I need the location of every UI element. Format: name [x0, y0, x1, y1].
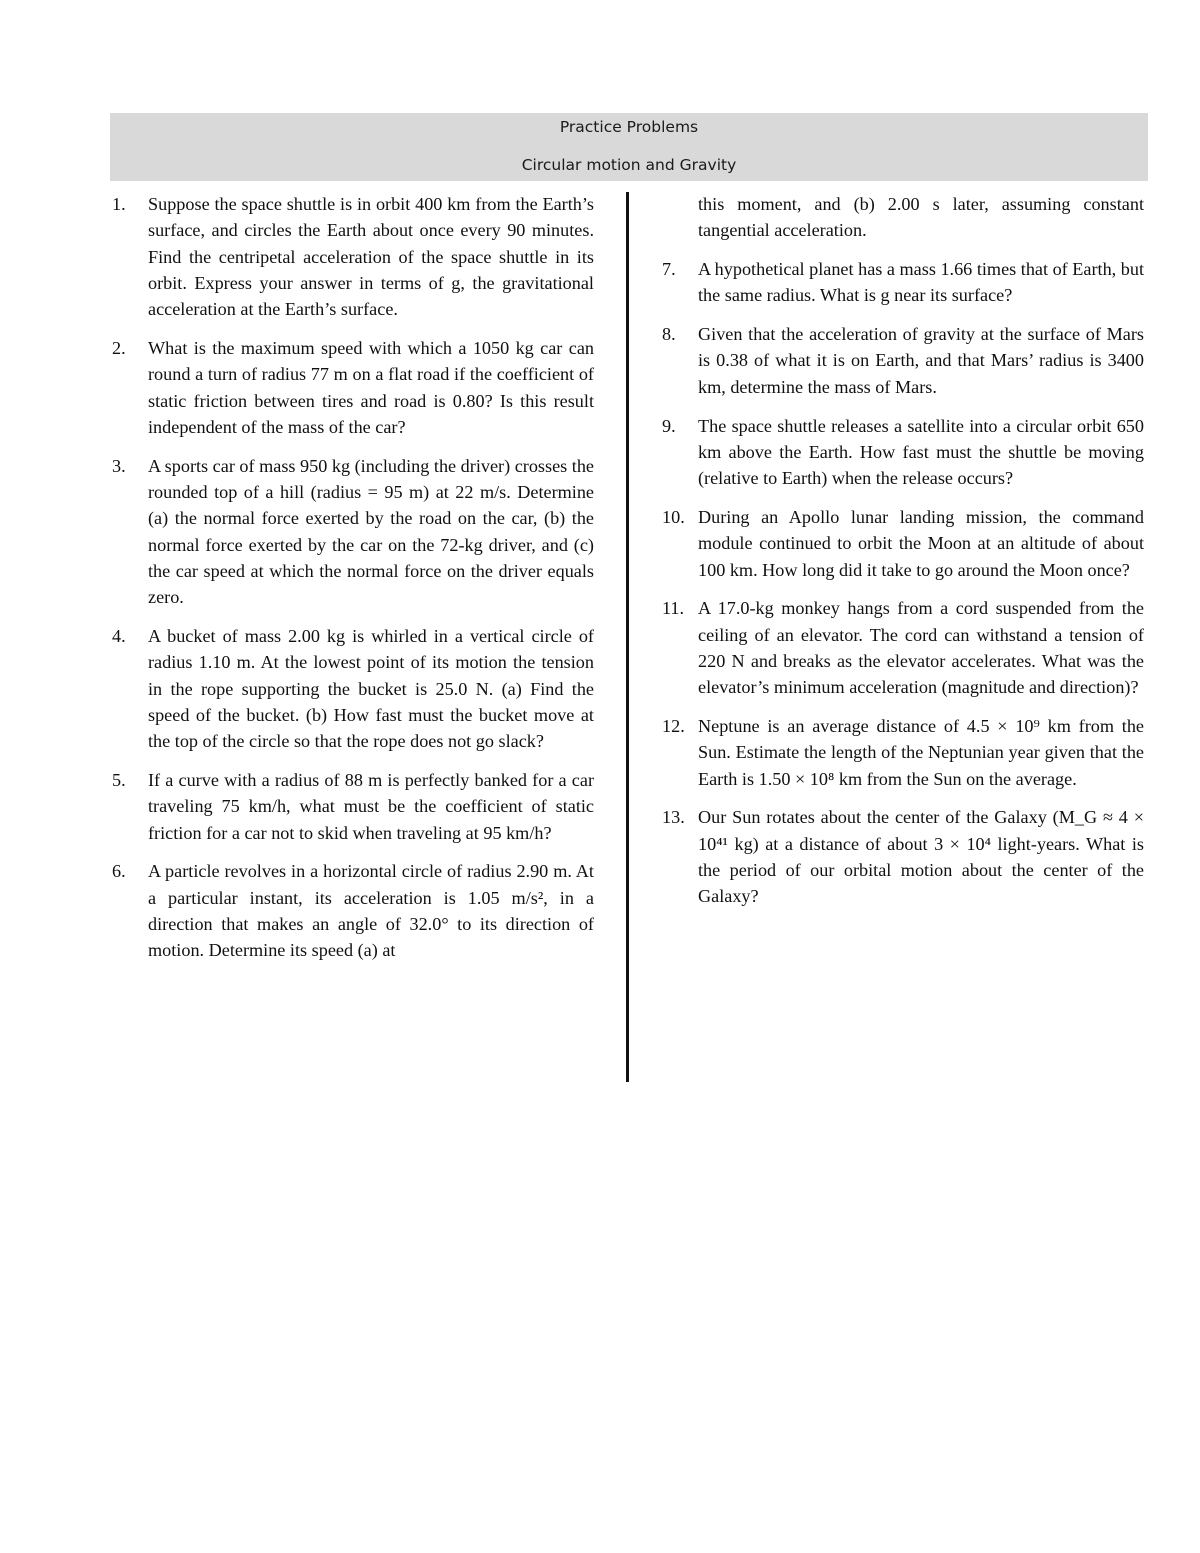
document-header [110, 113, 1148, 181]
problem-number: 1. [112, 194, 126, 214]
problem-number: 11. [662, 598, 685, 619]
problem-number: 6. [112, 861, 126, 882]
problem-text: If a curve with a radius of 88 m is perfectly banked for a car traveling 75 km/h, what must be the coefficient of static friction for a car not to skid when traveling at 95 km/h? [148, 769, 594, 843]
problem-number: 2. [112, 337, 126, 358]
problem-text: Our Sun rotates about the center of the Galaxy (M_G ≈ 4 × 10⁴¹ kg) at a distance of about 3 × 10⁴ light-years. What is the period of our orbital motion about the center of the Galaxy? [698, 807, 1144, 907]
problem-item [662, 504, 1144, 583]
problem-text: The space shuttle releases a satellite into a circular orbit 650 km above the Earth. How fast must the shuttle be moving (relative to Earth) when the release occurs? [698, 415, 1144, 489]
problem-text: Given that the acceleration of gravity at the surface of Mars is 0.38 of what it is on Earth, and that Mars’ radius is 3400 km, determine the mass of Mars. [698, 324, 1144, 397]
problem-item [662, 595, 1144, 700]
problem-item [112, 767, 594, 846]
problem-item [662, 413, 1144, 492]
problem-item [112, 453, 594, 611]
problem-number: 7. [662, 259, 676, 280]
problem-item [662, 804, 1144, 909]
problem-item [662, 321, 1144, 400]
problem-text: A bucket of mass 2.00 kg is whirled in a vertical circle of radius 1.10 m. At the lowest point of its motion the tension in the rope supporting the bucket is 25.0 N. (a) Find the speed of the bucket. (b) How fast must the bucket move at the top of the circle so that the rope does not go slack? [148, 625, 594, 752]
problem-text: this moment, and (b) 2.00 s later, assuming constant tangential acceleration. [698, 194, 1144, 241]
problem-number: 9. [662, 415, 676, 436]
page-title: Practice Problems [559, 118, 699, 136]
problem-number: 3. [112, 455, 126, 476]
problem-item [662, 256, 1144, 309]
problem-number: 10. [662, 506, 685, 527]
problem-number: 5. [112, 769, 126, 790]
left-column [112, 191, 594, 976]
problem-continuation [662, 191, 1144, 244]
problem-text: A sports car of mass 950 kg (including the driver) crosses the rounded top of a hill (radius = 95 m) at 22 m/s. Determine (a) the normal force exerted by the road on the car, (b) the normal force exerted by the car on the 72-kg driver, and (c) the car speed at which the normal force on the driver equals zero. [148, 455, 595, 608]
problem-text: Suppose the space shuttle is in orbit 400 km from the Earth’s surface, and circles the Earth about once every 90 minutes. Find the centripetal acceleration of the space shuttle in its orbit. Express your answer in terms of g, the gravitational acceleration at the Earth’s surface. [148, 194, 594, 320]
right-column [662, 191, 1144, 922]
problem-item [112, 623, 594, 754]
problem-text: Neptune is an average distance of 4.5 × 10⁹ km from the Sun. Estimate the length of the Neptunian year given that the Earth is 1.50 × 10⁸ km from the Sun on the average. [698, 716, 1144, 789]
problem-item [662, 713, 1144, 792]
problem-text: A 17.0-kg monkey hangs from a cord suspended from the ceiling of an elevator. The cord can withstand a tension of 220 N and breaks as the elevator accelerates. What was the elevator’s minimum acceleration (magnitude and direction)? [698, 598, 1144, 698]
problem-text: A particle revolves in a horizontal circle of radius 2.90 m. At a particular instant, its acceleration is 1.05 m/s², in a direction that makes an angle of 32.0° to its direction of motion. Determine its speed (a) at [148, 861, 594, 961]
column-divider [626, 192, 629, 1082]
problem-item [112, 191, 594, 322]
problem-text: During an Apollo lunar landing mission, the command module continued to orbit the Moon at an altitude of about 100 km. How long did it take to go around the Moon once? [698, 506, 1144, 580]
problem-number: 12. [662, 716, 685, 737]
problem-text: A hypothetical planet has a mass 1.66 times that of Earth, but the same radius. What is g near its surface? [698, 259, 1145, 306]
problem-item [112, 335, 594, 440]
problem-item [112, 858, 594, 963]
problem-number: 13. [662, 807, 685, 828]
page-subtitle: Circular motion and Gravity [521, 156, 737, 174]
problem-text: What is the maximum speed with which a 1050 kg car can round a turn of radius 77 m on a flat road if the coefficient of static friction between tires and road is 0.80? Is this result independent of the mass of the car? [148, 337, 594, 437]
problem-number: 4. [112, 625, 126, 646]
problem-number: 8. [662, 324, 676, 345]
